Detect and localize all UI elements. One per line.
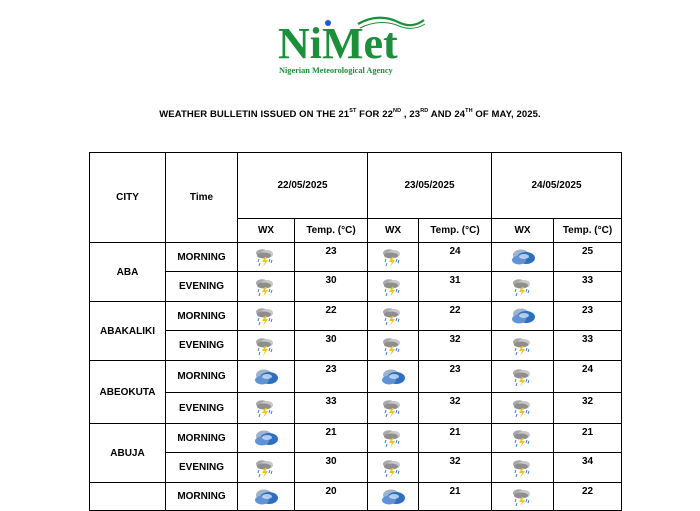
temp-cell: 23 [554, 302, 622, 331]
temp-cell: 31 [419, 272, 492, 302]
time-cell: MORNING [166, 302, 238, 331]
wx-cell [492, 272, 554, 302]
table-row [90, 424, 622, 453]
temp-cell: 21 [419, 424, 492, 453]
wx-cell [238, 272, 295, 302]
table-row [90, 393, 622, 424]
temp-cell: 33 [554, 272, 622, 302]
time-cell: MORNING [166, 243, 238, 272]
wx-cell [238, 453, 295, 483]
thunderstorm-icon [380, 397, 406, 419]
thunderstorm-icon [380, 427, 406, 449]
wx-cell [492, 243, 554, 272]
temp-cell: 21 [419, 483, 492, 511]
cloudy-icon [253, 427, 279, 449]
wx-cell [492, 393, 554, 424]
wx-cell [368, 453, 419, 483]
thunderstorm-icon [510, 366, 536, 388]
wx-cell [492, 302, 554, 331]
thunderstorm-icon [253, 335, 279, 357]
header-city: CITY [90, 153, 166, 243]
temp-cell: 21 [295, 424, 368, 453]
temp-cell: 24 [419, 243, 492, 272]
cloudy-icon [380, 366, 406, 388]
weather-table [89, 152, 622, 511]
city-cell: ABUJA [90, 424, 166, 483]
table-row [90, 453, 622, 483]
temp-cell: 22 [554, 483, 622, 511]
table-row [90, 243, 622, 272]
time-cell: MORNING [166, 483, 238, 511]
wx-cell [238, 424, 295, 453]
time-cell: MORNING [166, 361, 238, 393]
wx-cell [238, 483, 295, 511]
time-cell: MORNING [166, 424, 238, 453]
thunderstorm-icon [380, 276, 406, 298]
thunderstorm-icon [380, 246, 406, 268]
temp-cell: 32 [419, 331, 492, 361]
wx-cell [368, 272, 419, 302]
temp-cell: 22 [295, 302, 368, 331]
wx-cell [238, 331, 295, 361]
thunderstorm-icon [380, 305, 406, 327]
thunderstorm-icon [253, 457, 279, 479]
table-row [90, 302, 622, 331]
time-cell: EVENING [166, 331, 238, 361]
temp-cell: 33 [295, 393, 368, 424]
wx-cell [368, 483, 419, 511]
time-cell: EVENING [166, 393, 238, 424]
wx-cell [238, 302, 295, 331]
temp-cell: 22 [419, 302, 492, 331]
thunderstorm-icon [510, 335, 536, 357]
wx-cell [492, 331, 554, 361]
cloudy-icon [253, 366, 279, 388]
temp-cell: 30 [295, 453, 368, 483]
temp-cell: 20 [295, 483, 368, 511]
bulletin-title: WEATHER BULLETIN ISSUED ON THE 21ST FOR 22ND , 23RD AND 24TH OF MAY, 2025. [159, 108, 541, 120]
temp-cell: 32 [554, 393, 622, 424]
header-date: 24/05/2025 [492, 153, 622, 219]
table-row [90, 483, 622, 511]
wx-cell [492, 424, 554, 453]
temp-cell: 23 [295, 243, 368, 272]
cloudy-icon [380, 486, 406, 508]
logo-tagline: Nigerian Meteorological Agency [279, 66, 393, 75]
nimet-logo [276, 10, 428, 76]
city-cell: ABA [90, 243, 166, 302]
wx-cell [238, 361, 295, 393]
thunderstorm-icon [510, 276, 536, 298]
temp-cell: 23 [295, 361, 368, 393]
city-cell: ABEOKUTA [90, 361, 166, 424]
cloudy-icon [510, 246, 536, 268]
wx-cell [368, 361, 419, 393]
header-temp: Temp. (°C) [419, 219, 492, 243]
temp-cell: 24 [554, 361, 622, 393]
header-temp: Temp. (°C) [295, 219, 368, 243]
temp-cell: 23 [419, 361, 492, 393]
temp-cell: 30 [295, 331, 368, 361]
header-time: Time [166, 153, 238, 243]
logo-wordmark: NiMet [278, 19, 398, 68]
time-cell: EVENING [166, 272, 238, 302]
temp-cell: 34 [554, 453, 622, 483]
table-row [90, 272, 622, 302]
thunderstorm-icon [253, 305, 279, 327]
city-cell: ABAKALIKI [90, 302, 166, 361]
header-wx: WX [368, 219, 419, 243]
temp-cell: 30 [295, 272, 368, 302]
header-wx: WX [238, 219, 295, 243]
wx-cell [238, 393, 295, 424]
time-cell: EVENING [166, 453, 238, 483]
header-date: 22/05/2025 [238, 153, 368, 219]
wx-cell [238, 243, 295, 272]
temp-cell: 21 [554, 424, 622, 453]
cloudy-icon [253, 486, 279, 508]
header-date: 23/05/2025 [368, 153, 492, 219]
temp-cell: 32 [419, 393, 492, 424]
temp-cell: 25 [554, 243, 622, 272]
cloudy-icon [510, 305, 536, 327]
thunderstorm-icon [510, 427, 536, 449]
temp-cell: 33 [554, 331, 622, 361]
temp-cell: 32 [419, 453, 492, 483]
header-wx: WX [492, 219, 554, 243]
city-cell [90, 483, 166, 511]
thunderstorm-icon [253, 397, 279, 419]
wx-cell [368, 424, 419, 453]
header-temp: Temp. (°C) [554, 219, 622, 243]
thunderstorm-icon [510, 486, 536, 508]
thunderstorm-icon [253, 276, 279, 298]
wx-cell [492, 361, 554, 393]
wx-cell [368, 302, 419, 331]
thunderstorm-icon [380, 457, 406, 479]
thunderstorm-icon [510, 397, 536, 419]
thunderstorm-icon [380, 335, 406, 357]
wx-cell [492, 483, 554, 511]
table-row [90, 331, 622, 361]
wx-cell [368, 331, 419, 361]
thunderstorm-icon [253, 246, 279, 268]
wx-cell [492, 453, 554, 483]
table-row [90, 361, 622, 393]
wx-cell [368, 243, 419, 272]
wx-cell [368, 393, 419, 424]
thunderstorm-icon [510, 457, 536, 479]
